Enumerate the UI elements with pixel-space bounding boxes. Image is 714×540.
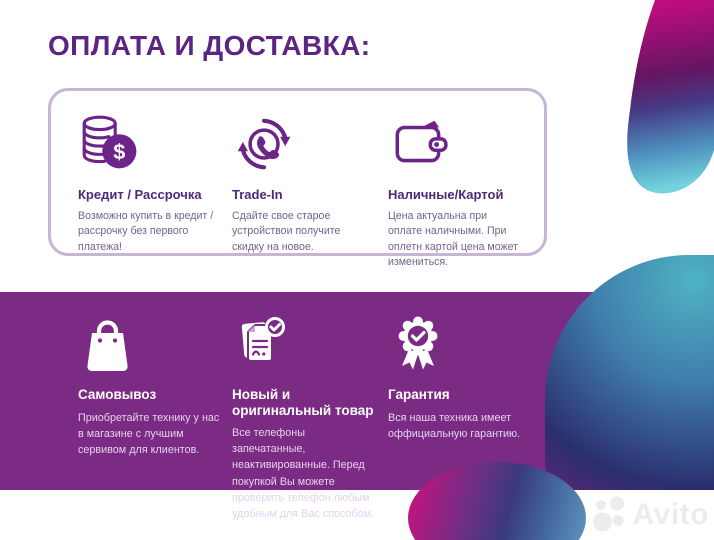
gradient-sphere-blob	[545, 255, 714, 490]
payment-item-title: Trade-In	[232, 187, 283, 202]
gradient-sphere-blob-clip	[545, 250, 714, 490]
delivery-item-text: Приобретайте технику у нас в магазине с лучшим сервивом для клиентов.	[78, 411, 220, 456]
payment-item-credit	[78, 112, 218, 255]
avito-watermark-text: Avito	[632, 498, 709, 531]
documents-check-icon	[232, 313, 292, 373]
delivery-item-title: Новый и оригинальный товар	[232, 387, 374, 418]
payment-item-tradein	[232, 112, 372, 255]
delivery-item-text: Все телефоны запечатанные, неактивированные. Перед покупкой Вы можете проверить телефон любым удобным для Вас способом.	[232, 427, 375, 520]
page-title: ОПЛАТА И ДОСТАВКА:	[48, 30, 371, 61]
payment-item-cash	[388, 112, 523, 270]
delivery-item-warranty	[388, 313, 538, 442]
avito-watermark	[592, 496, 709, 534]
delivery-item-text: Вся наша техника имеет оффициальную гарантию.	[388, 411, 521, 440]
dollar-glyph: $	[113, 139, 126, 165]
warranty-rosette-icon	[388, 313, 448, 373]
avito-logo-icon	[592, 496, 630, 534]
payment-item-title: Кредит / Рассрочка	[78, 187, 202, 202]
gradient-teardrop-blob	[554, 0, 714, 200]
coins-dollar-icon	[78, 112, 140, 174]
delivery-item-new-goods	[232, 313, 380, 522]
payment-item-text: Возможно купить в кредит / рассрочку без первого платежа!	[78, 210, 214, 253]
payment-item-text: Цена актуальна при оплате наличными. При оплетн картой цена может измениться.	[388, 210, 518, 269]
wallet-icon	[388, 112, 450, 174]
payment-item-text: Сдайте свое старое устройствои получите скидку на новое.	[232, 210, 341, 253]
delivery-item-title: Самовывоз	[78, 387, 157, 402]
delivery-item-pickup	[78, 313, 220, 458]
shopping-bag-icon	[78, 313, 138, 373]
payment-item-title: Наличные/Картой	[388, 187, 504, 202]
delivery-item-title: Гарантия	[388, 387, 450, 402]
trade-in-phone-icon	[232, 112, 294, 174]
